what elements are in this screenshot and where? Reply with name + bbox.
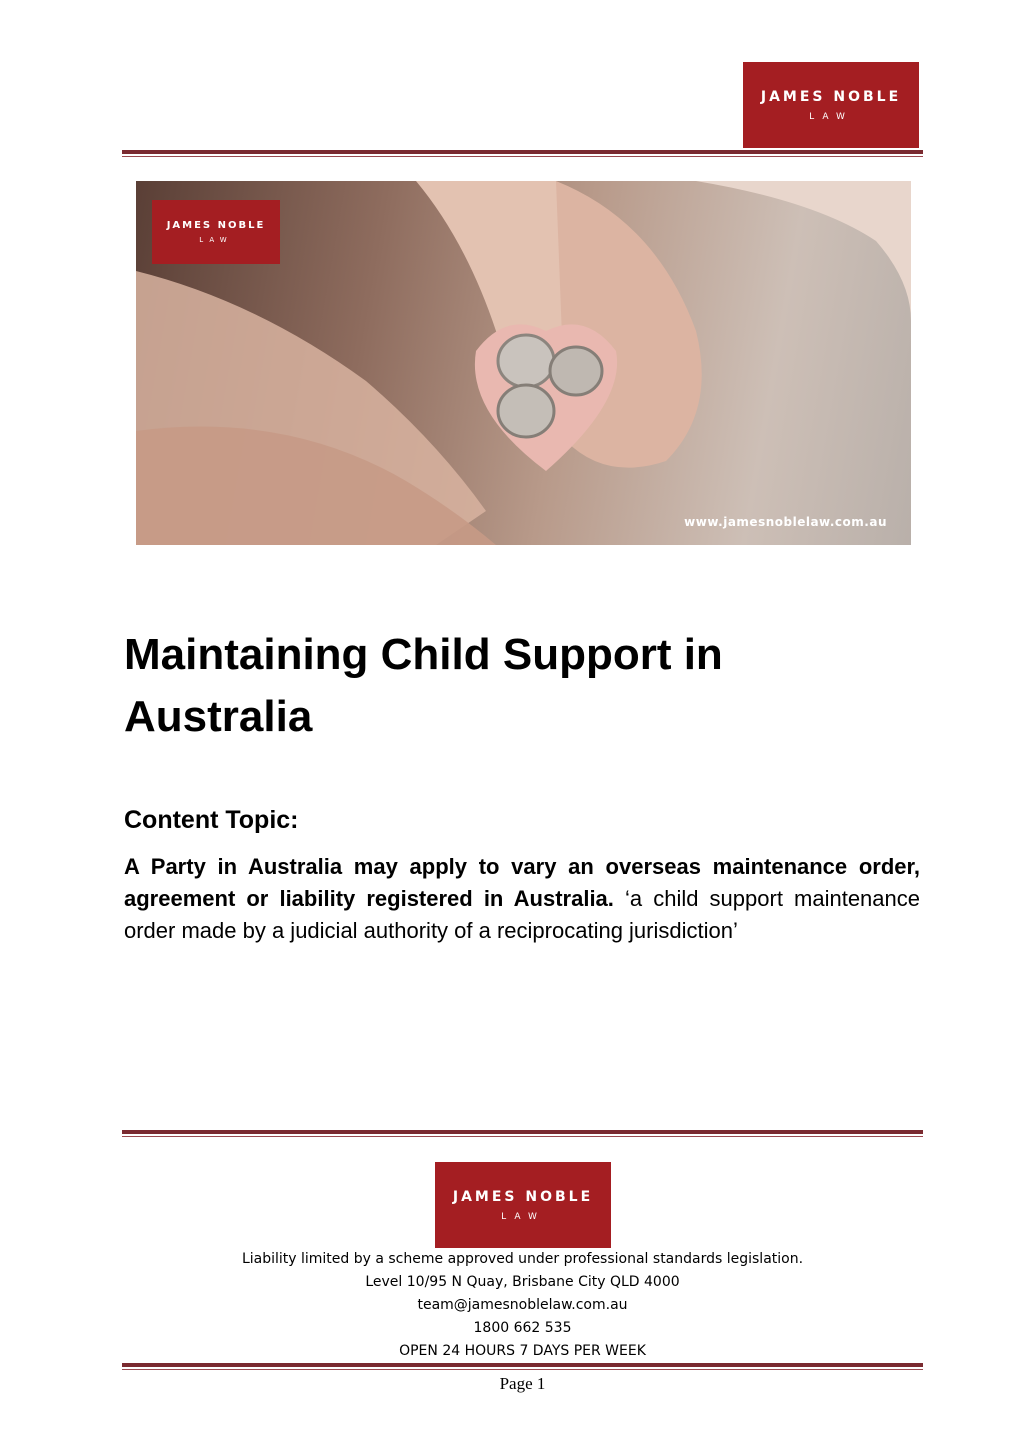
footer-contact-block xyxy=(122,1248,923,1363)
content-topic-heading: Content Topic: xyxy=(124,806,299,834)
logo-name: JAMES NOBLE xyxy=(166,220,266,231)
footer-logo xyxy=(435,1162,611,1248)
logo-name: JAMES NOBLE xyxy=(452,1188,594,1205)
opening-hours: OPEN 24 HOURS 7 DAYS PER WEEK xyxy=(399,1343,646,1359)
contact-email: team@jamesnoblelaw.com.au xyxy=(417,1297,628,1313)
hero-logo xyxy=(152,200,280,264)
logo-name: JAMES NOBLE xyxy=(760,88,902,105)
hero-website-url: www.jamesnoblelaw.com.au xyxy=(684,515,887,529)
page-number: Page 1 xyxy=(499,1374,546,1393)
content-topic-body xyxy=(124,851,920,947)
logo-subtitle: LAW xyxy=(501,1211,545,1222)
content-topic-summary: A Party in Australia may apply to vary an overseas maintenance order, agreement or liability registered in Australia. xyxy=(124,854,920,911)
contact-phone: 1800 662 535 xyxy=(473,1320,572,1336)
footer-divider-bottom xyxy=(122,1363,923,1370)
footer-divider-top xyxy=(122,1130,923,1137)
logo-subtitle: LAW xyxy=(199,236,233,244)
document-title: Maintaining Child Support in Australia xyxy=(124,630,723,741)
logo-subtitle: LAW xyxy=(809,111,853,122)
hero-image xyxy=(136,181,911,545)
header-logo xyxy=(743,62,919,148)
office-address: Level 10/95 N Quay, Brisbane City QLD 4000 xyxy=(365,1274,680,1290)
header-divider xyxy=(122,150,923,157)
liability-notice: Liability limited by a scheme approved under professional standards legislation. xyxy=(241,1251,804,1267)
content-topic-quote: ‘a child support maintenance order made by a judicial authority of a reciprocating jurisdiction’ xyxy=(124,886,921,943)
